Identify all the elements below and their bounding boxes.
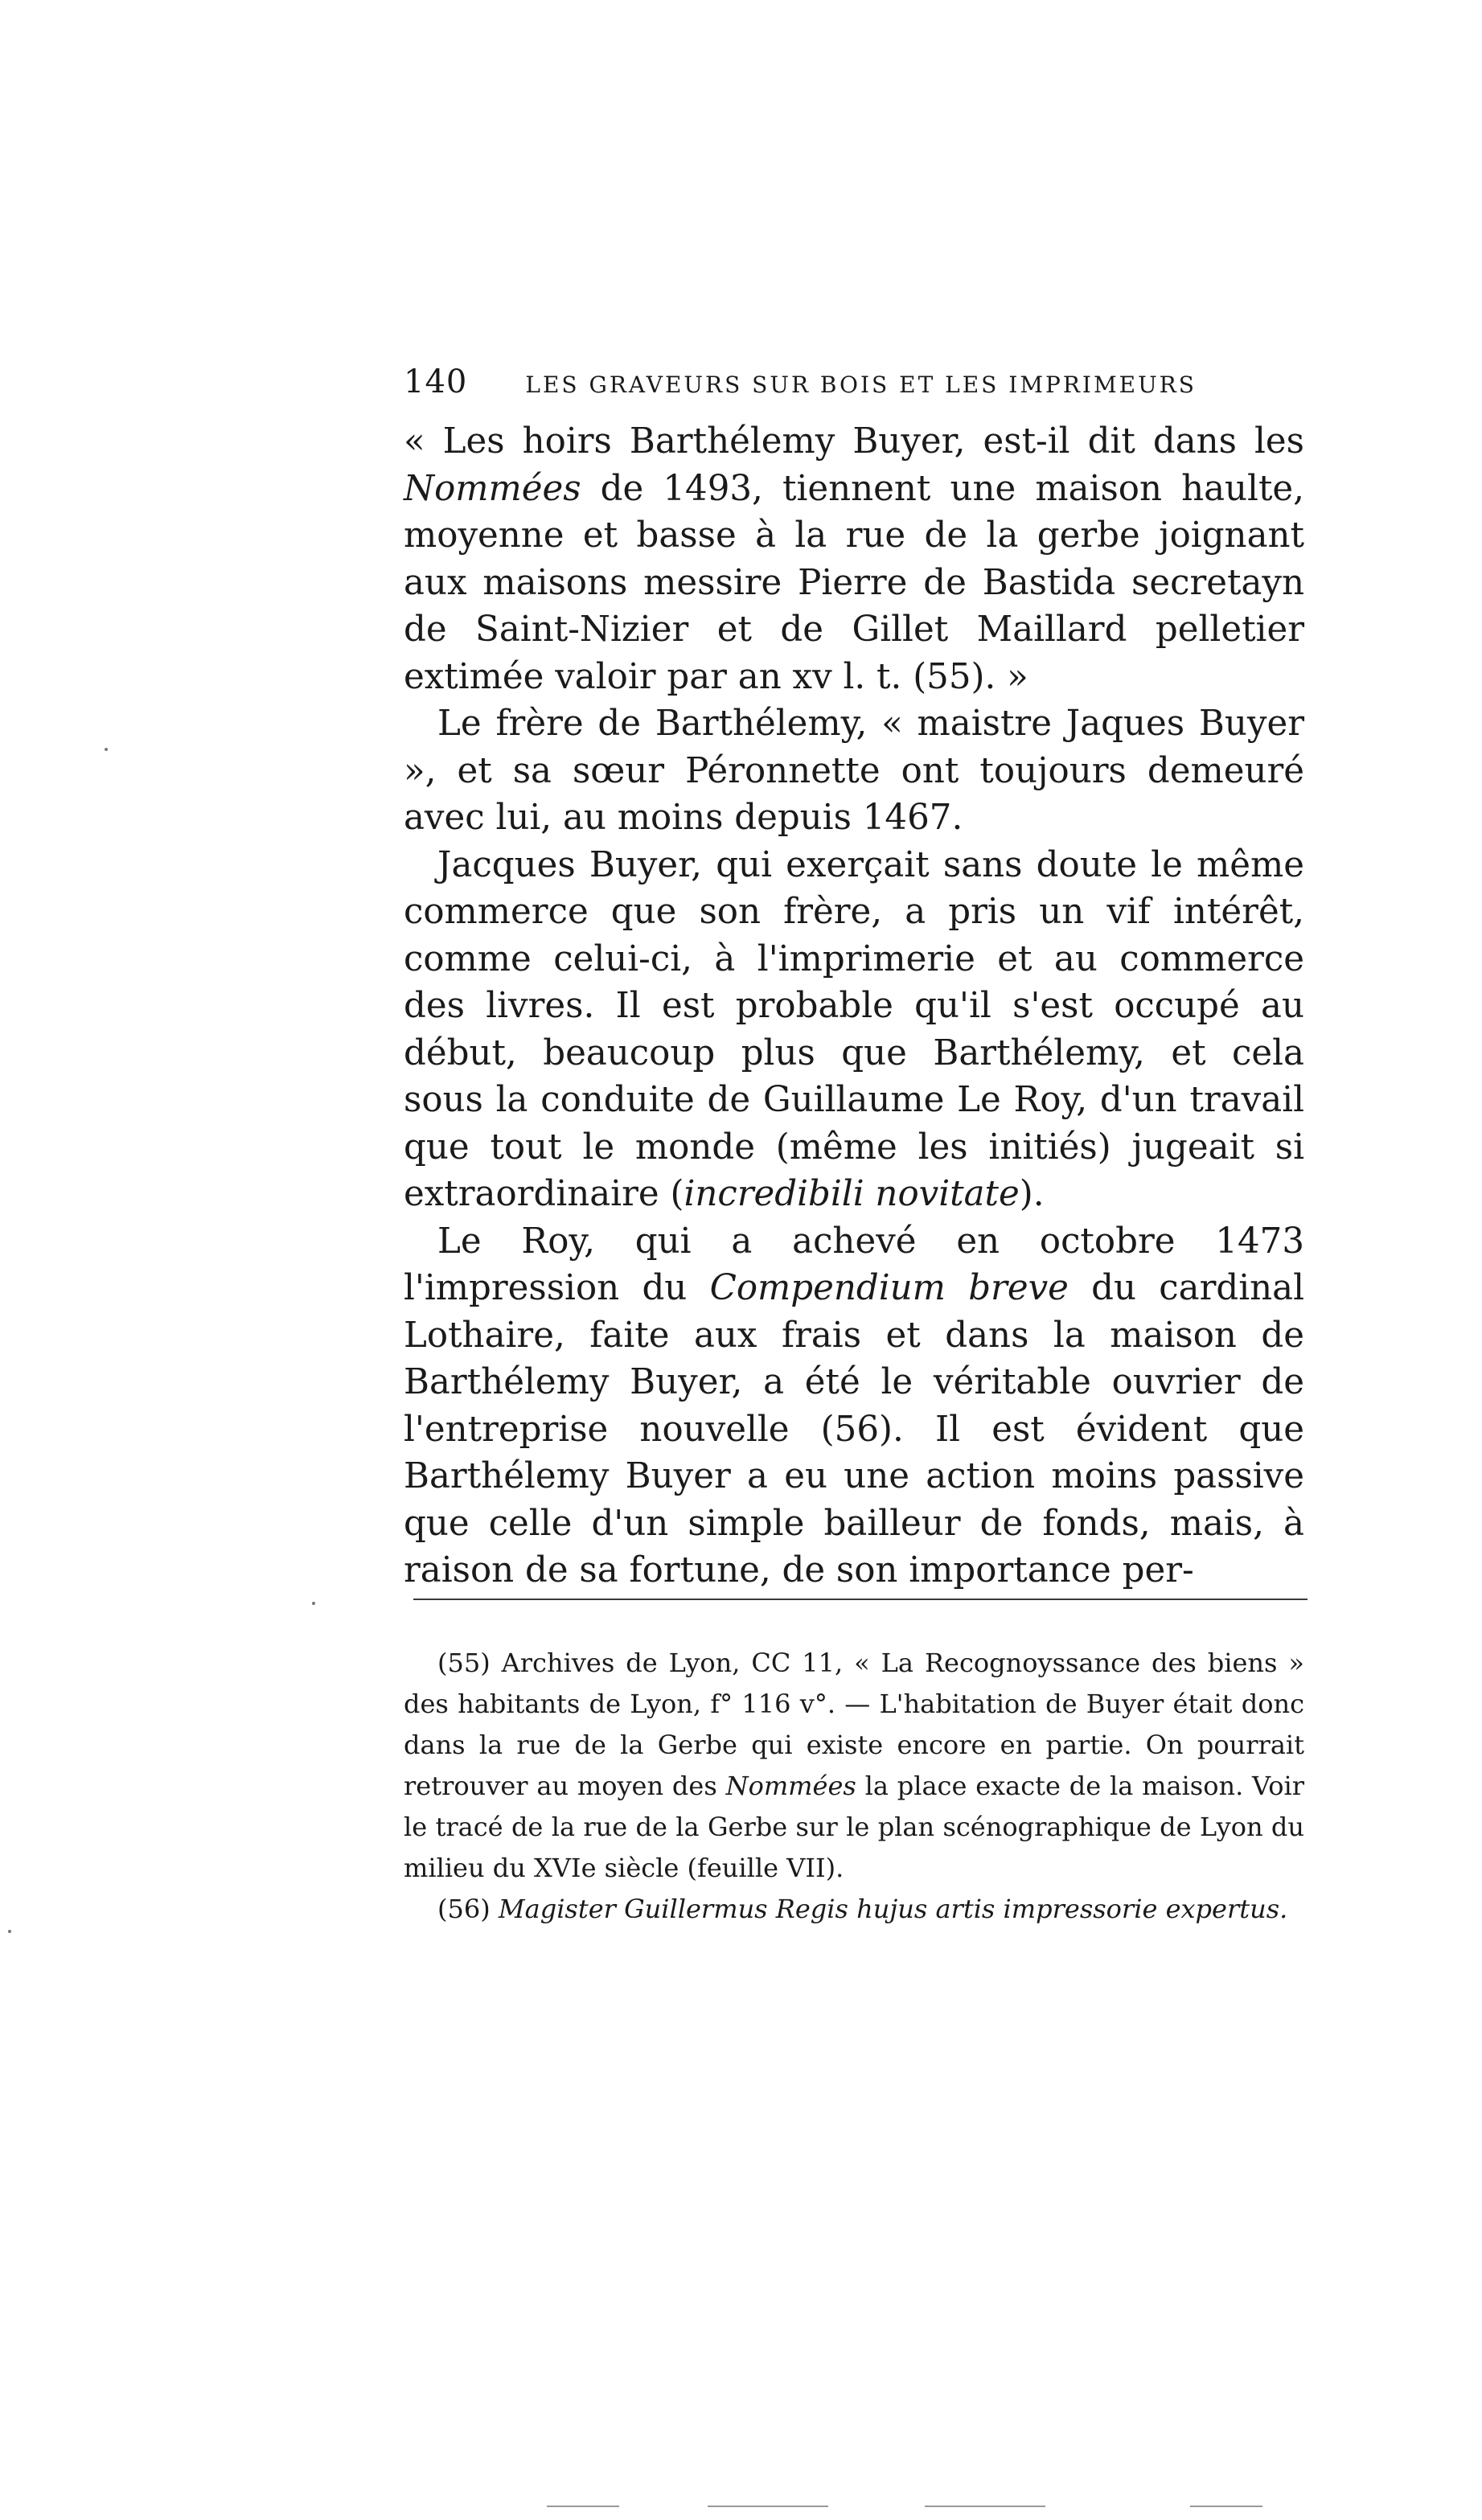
- paragraph: [404, 700, 1304, 842]
- footnote: [404, 1889, 1304, 1930]
- text-run: (55) Archives de Lyon, CC 11, « La Recognoyssance des biens » des habitants de Lyon, f° 116 v°. — L'habitation de Buyer était donc dans la rue de la Gerbe qui existe encore en partie. On pourrait retrouver au moyen des: [404, 1648, 1304, 1801]
- italic-text: Compendium breve: [709, 1268, 1069, 1308]
- footnote-rule: [413, 1599, 1308, 1600]
- text-run: Jacques Buyer, qui exerçait sans doute le même commerce que son frère, a pris un vif intérêt, comme celui-ci, à l'imprimerie et au commerce des livres. Il est probable qu'il s'est occupé au début, beaucoup plus que Barthélemy, et cela sous la conduite de Guillaume Le Roy, d'un travail que tout le monde (même les initiés) jugeait si extraordinaire (: [404, 844, 1304, 1214]
- running-title: LES GRAVEURS SUR BOIS ET LES IMPRIMEURS: [525, 371, 1197, 398]
- scan-speck: [8, 1930, 11, 1933]
- text-run: « Les hoirs Barthélemy Buyer, est-il dit dans les: [404, 421, 1304, 462]
- text-run: la place exacte de la maison. Voir le tracé de la rue de la Gerbe sur le plan scénographique de Lyon du milieu du XVIe siècle (feuille VII).: [404, 1771, 1305, 1883]
- scan-speck: [105, 748, 108, 751]
- footnote: [404, 1643, 1304, 1889]
- paragraph: [404, 418, 1304, 700]
- italic-text: Nommées: [725, 1771, 856, 1801]
- text-run: Le frère de Barthélemy, « maistre Jaques Buyer », et sa sœur Péronnette ont toujours demeuré avec lui, au moins depuis 1467.: [404, 704, 1304, 838]
- italic-text: Magister Guillermus Regis hujus artis impressorie expertus.: [498, 1894, 1288, 1924]
- page-number: 140: [404, 363, 468, 400]
- body-text: [404, 418, 1304, 1594]
- running-head: [404, 363, 1304, 404]
- text-run: de 1493, tiennent une maison haulte, moyenne et basse à la rue de la gerbe joignant aux maisons messire Pierre de Bastida secretayn de Saint-Nizier et de Gillet Maillard pelletier extimée valoir par an xv l. t. (55). »: [404, 468, 1304, 697]
- scan-edge-mark: [925, 2506, 1045, 2507]
- italic-text: Nommées: [404, 468, 581, 509]
- text-run: (56): [437, 1894, 499, 1924]
- italic-text: incredibili novitate: [684, 1174, 1020, 1214]
- text-run: Le Roy, qui a achevé en octobre 1473 l'impression du: [404, 1221, 1304, 1308]
- paragraph: [404, 842, 1304, 1218]
- scan-edge-mark: [1190, 2506, 1262, 2507]
- paragraph: [404, 1218, 1304, 1594]
- scan-speck: [312, 1602, 315, 1605]
- footnotes: [404, 1643, 1304, 1930]
- text-run: du cardinal Lothaire, faite aux frais et dans la maison de Barthélemy Buyer, a été le véritable ouvrier de l'entreprise nouvelle (56). Il est évident que Barthélemy Buyer a eu une action moins passive que celle d'un simple bailleur de fonds, mais, à raison de sa fortune, de son importance per-: [404, 1268, 1304, 1590]
- scan-edge-mark: [547, 2506, 619, 2507]
- scan-edge-mark: [708, 2506, 828, 2507]
- text-run: ).: [1019, 1174, 1045, 1214]
